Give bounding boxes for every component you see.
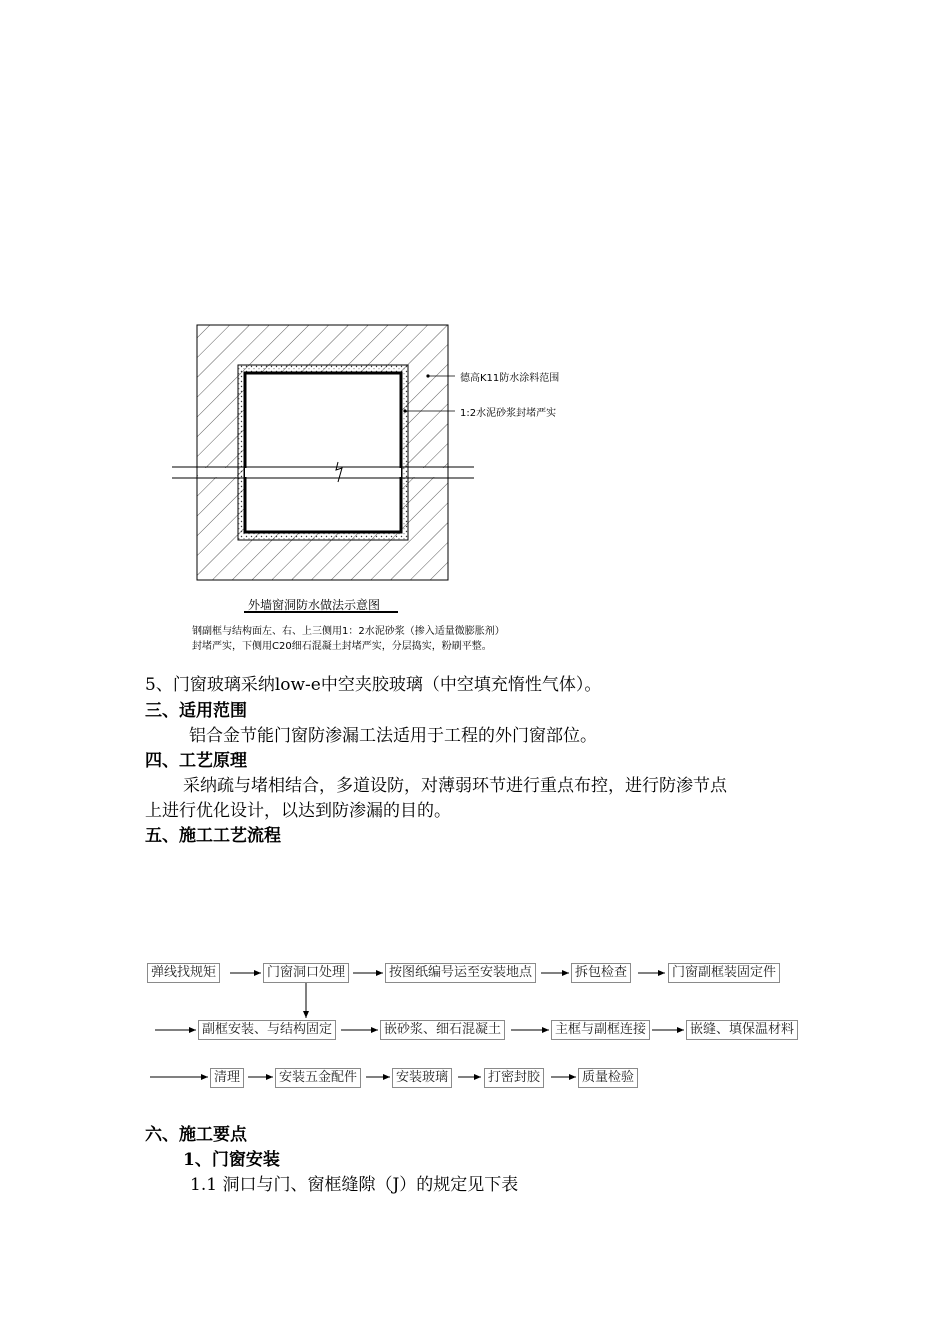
flow-step: 按图纸编号运至安装地点 — [385, 963, 536, 983]
section-3-title: 三、适用范围 — [145, 701, 247, 721]
figure-note-2: 封堵严实，下侧用C20细石混凝土封堵严实，分层捣实，粉刷平整。 — [192, 641, 492, 652]
flow-step: 拆包检查 — [571, 963, 631, 983]
subsection-1-title: 1、门窗安装 — [183, 1150, 280, 1170]
flow-step: 清理 — [210, 1068, 244, 1088]
figure-title: 外墙窗洞防水做法示意图 — [248, 598, 381, 612]
section-4-title: 四、工艺原理 — [145, 751, 247, 771]
flow-step: 质量检验 — [578, 1068, 638, 1088]
callout-mortar: 1:2水泥砂浆封堵严实 — [460, 408, 557, 419]
subsection-1-1: 1.1 洞口与门、窗框缝隙（J）的规定见下表 — [190, 1175, 519, 1195]
section-6-title: 六、施工要点 — [145, 1125, 247, 1145]
flow-step: 副框安装、与结构固定 — [198, 1020, 336, 1040]
section-4-body-1: 采纳疏与堵相结合，多道设防，对薄弱环节进行重点布控，进行防渗节点 — [183, 776, 727, 796]
callout-k11: 德高K11防水涂料范围 — [460, 373, 560, 384]
section-5-title: 五、施工工艺流程 — [145, 826, 281, 846]
item-5-glass: 5、门窗玻璃采纳low-e中空夹胶玻璃（中空填充惰性气体）。 — [145, 675, 602, 695]
flow-step: 安装玻璃 — [392, 1068, 452, 1088]
flow-step: 嵌砂浆、细石混凝土 — [380, 1020, 505, 1040]
section-3-body: 铝合金节能门窗防渗漏工法适用于工程的外门窗部位。 — [189, 726, 597, 746]
flow-step: 门窗副框装固定件 — [668, 963, 780, 983]
flow-step: 主框与副框连接 — [551, 1020, 650, 1040]
figure-note-1: 钢副框与结构面左、右、上三侧用1：2水泥砂浆（掺入适量微膨胀剂） — [192, 626, 505, 637]
flow-step: 打密封胶 — [484, 1068, 544, 1088]
flow-step: 安装五金配件 — [275, 1068, 361, 1088]
flow-step: 嵌缝、填保温材料 — [686, 1020, 798, 1040]
section-4-body-2: 上进行优化设计，以达到防渗漏的目的。 — [145, 801, 451, 821]
flow-step: 弹线找规矩 — [147, 963, 220, 983]
flow-step: 门窗洞口处理 — [263, 963, 349, 983]
